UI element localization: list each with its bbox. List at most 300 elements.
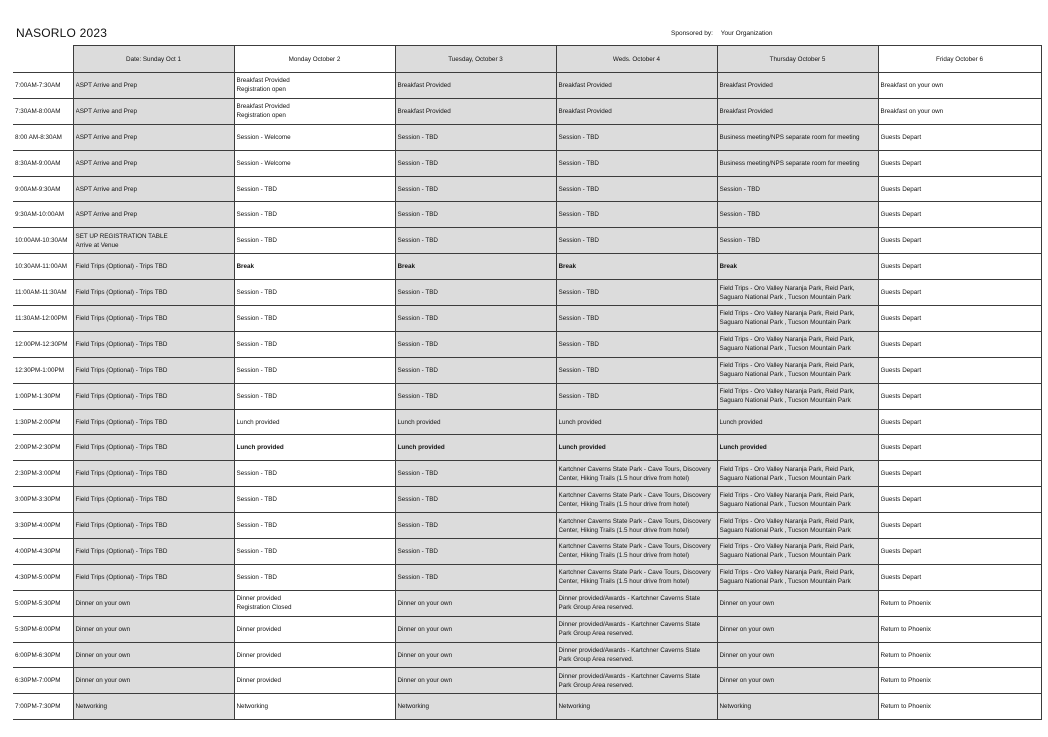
schedule-cell bbox=[556, 150, 717, 176]
cell-text: Field Trips - Oro Valley Naranja Park, Reid Park, Saguaro National Park , Tucson Mountain Park bbox=[719, 362, 855, 379]
schedule-cell bbox=[717, 694, 878, 720]
table-row bbox=[13, 73, 1041, 99]
cell-text: Session - TBD bbox=[236, 366, 277, 374]
table-row bbox=[13, 435, 1041, 461]
schedule-cell bbox=[556, 590, 717, 616]
schedule-cell bbox=[73, 124, 234, 150]
time-slot: 8:30AM-9:00AM bbox=[13, 150, 73, 176]
schedule-cell bbox=[878, 383, 1041, 409]
cell-text: Break bbox=[719, 263, 738, 271]
schedule-cell bbox=[234, 513, 395, 539]
cell-text: Session - TBD bbox=[397, 522, 438, 530]
schedule-cell bbox=[234, 539, 395, 565]
cell-text: Dinner provided bbox=[236, 651, 281, 659]
schedule-cell bbox=[878, 487, 1041, 513]
schedule-cell bbox=[395, 383, 556, 409]
schedule-cell bbox=[395, 435, 556, 461]
cell-text: Guests Depart bbox=[880, 470, 922, 478]
cell-text: Session - TBD bbox=[236, 340, 277, 348]
cell-text: Lunch provided bbox=[397, 418, 441, 426]
table-row bbox=[13, 150, 1041, 176]
header-sunday: Date: Sunday Oct 1 bbox=[73, 46, 234, 73]
schedule-cell bbox=[395, 124, 556, 150]
cell-text: Session - Welcome bbox=[236, 159, 291, 167]
cell-text: Guests Depart bbox=[880, 392, 922, 400]
time-slot: 7:00PM-7:30PM bbox=[13, 694, 73, 720]
time-slot: 4:30PM-5:00PM bbox=[13, 564, 73, 590]
time-slot: 6:00PM-6:30PM bbox=[13, 642, 73, 668]
cell-text: Lunch provided bbox=[719, 418, 763, 426]
cell-text: Session - TBD bbox=[397, 314, 438, 322]
cell-text: Field Trips (Optional) - Trips TBD bbox=[75, 573, 168, 581]
time-slot: 11:00AM-11:30AM bbox=[13, 280, 73, 306]
cell-text: ASPT Arrive and Prep bbox=[75, 133, 137, 141]
cell-text: Field Trips (Optional) - Trips TBD bbox=[75, 470, 168, 478]
schedule-cell bbox=[73, 254, 234, 280]
schedule-cell bbox=[73, 331, 234, 357]
schedule-cell bbox=[717, 383, 878, 409]
schedule-cell bbox=[73, 73, 234, 99]
schedule-cell bbox=[556, 487, 717, 513]
schedule-cell bbox=[717, 124, 878, 150]
table-row bbox=[13, 513, 1041, 539]
cell-text: Field Trips - Oro Valley Naranja Park, Reid Park, Saguaro National Park , Tucson Mountain Park bbox=[719, 465, 855, 482]
schedule-cell bbox=[717, 357, 878, 383]
schedule-cell bbox=[878, 73, 1041, 99]
cell-text: Session - Welcome bbox=[236, 133, 291, 141]
time-slot: 4:00PM-4:30PM bbox=[13, 539, 73, 565]
cell-text: Break bbox=[236, 263, 255, 271]
schedule-cell bbox=[395, 668, 556, 694]
cell-text: Lunch provided bbox=[236, 444, 284, 452]
table-row bbox=[13, 280, 1041, 306]
cell-text: Session - TBD bbox=[397, 133, 438, 141]
cell-text: Session - TBD bbox=[558, 289, 599, 297]
cell-text: Networking bbox=[719, 703, 751, 711]
cell-text: Breakfast Provided bbox=[719, 107, 773, 115]
cell-text: Field Trips - Oro Valley Naranja Park, Reid Park, Saguaro National Park , Tucson Mountain Park bbox=[719, 517, 855, 534]
table-row bbox=[13, 564, 1041, 590]
cell-text: Lunch provided bbox=[558, 444, 606, 452]
schedule-cell bbox=[556, 616, 717, 642]
schedule-cell bbox=[395, 98, 556, 124]
header-thursday: Thursday October 5 bbox=[717, 46, 878, 73]
header-corner bbox=[13, 46, 73, 73]
cell-text: Lunch provided bbox=[719, 444, 767, 452]
cell-text: Session - TBD bbox=[558, 159, 599, 167]
schedule-cell bbox=[73, 202, 234, 228]
schedule-cell bbox=[878, 202, 1041, 228]
cell-text: Kartchner Caverns State Park - Cave Tours, Discovery Center, Hiking Trails (1.5 hour drive from hotel) bbox=[558, 465, 711, 482]
schedule-cell bbox=[234, 202, 395, 228]
schedule-body bbox=[13, 73, 1041, 720]
sponsor-label: Sponsored by: bbox=[671, 30, 713, 37]
schedule-cell bbox=[717, 668, 878, 694]
cell-text: Dinner on your own bbox=[397, 651, 453, 659]
time-slot: 9:00AM-9:30AM bbox=[13, 176, 73, 202]
cell-text: Guests Depart bbox=[880, 444, 922, 452]
cell-text: Session - TBD bbox=[236, 289, 277, 297]
table-row bbox=[13, 590, 1041, 616]
schedule-cell bbox=[717, 228, 878, 254]
schedule-cell bbox=[556, 331, 717, 357]
schedule-cell bbox=[878, 616, 1041, 642]
schedule-cell bbox=[395, 513, 556, 539]
schedule-cell bbox=[395, 694, 556, 720]
cell-text: Session - TBD bbox=[236, 211, 277, 219]
schedule-cell bbox=[395, 228, 556, 254]
header-row bbox=[13, 46, 1041, 73]
table-row bbox=[13, 357, 1041, 383]
cell-text: Session - TBD bbox=[236, 392, 277, 400]
schedule-cell bbox=[878, 539, 1041, 565]
cell-text: Session - TBD bbox=[397, 159, 438, 167]
table-row bbox=[13, 176, 1041, 202]
schedule-cell bbox=[878, 357, 1041, 383]
cell-text: Breakfast Provided bbox=[397, 81, 451, 89]
cell-text: Field Trips (Optional) - Trips TBD bbox=[75, 418, 168, 426]
schedule-cell bbox=[234, 564, 395, 590]
cell-text: Field Trips (Optional) - Trips TBD bbox=[75, 392, 168, 400]
cell-text: Dinner provided bbox=[236, 677, 281, 685]
schedule-cell bbox=[717, 176, 878, 202]
table-row bbox=[13, 487, 1041, 513]
cell-text: Dinner on your own bbox=[397, 625, 453, 633]
schedule-cell bbox=[878, 98, 1041, 124]
cell-text: ASPT Arrive and Prep bbox=[75, 211, 137, 219]
schedule-cell bbox=[234, 668, 395, 694]
schedule-cell bbox=[73, 409, 234, 435]
schedule-cell bbox=[878, 513, 1041, 539]
cell-text: Networking bbox=[558, 703, 590, 711]
time-slot: 11:30AM-12:00PM bbox=[13, 306, 73, 332]
cell-text: Dinner provided/Awards - Kartchner Caverns State Park Group Area reserved. bbox=[558, 672, 701, 689]
cell-text: Return to Phoenix bbox=[880, 651, 931, 659]
time-slot: 7:30AM-8:00AM bbox=[13, 98, 73, 124]
cell-text: Guests Depart bbox=[880, 314, 922, 322]
schedule-cell bbox=[717, 331, 878, 357]
cell-text: Breakfast on your own bbox=[880, 81, 944, 89]
cell-text: Dinner provided/Awards - Kartchner Caverns State Park Group Area reserved. bbox=[558, 621, 701, 638]
cell-text: Dinner on your own bbox=[719, 651, 775, 659]
cell-text: SET UP REGISTRATION TABLE Arrive at Venue bbox=[75, 232, 168, 249]
cell-text: Return to Phoenix bbox=[880, 625, 931, 633]
schedule-cell bbox=[234, 150, 395, 176]
cell-text: Kartchner Caverns State Park - Cave Tours, Discovery Center, Hiking Trails (1.5 hour drive from hotel) bbox=[558, 517, 711, 534]
cell-text: Session - TBD bbox=[236, 314, 277, 322]
cell-text: Session - TBD bbox=[719, 211, 760, 219]
schedule-cell bbox=[73, 228, 234, 254]
schedule-cell bbox=[234, 357, 395, 383]
schedule-cell bbox=[878, 409, 1041, 435]
cell-text: ASPT Arrive and Prep bbox=[75, 159, 137, 167]
schedule-cell bbox=[556, 513, 717, 539]
cell-text: Guests Depart bbox=[880, 263, 922, 271]
schedule-cell bbox=[878, 124, 1041, 150]
table-row bbox=[13, 461, 1041, 487]
time-slot: 6:30PM-7:00PM bbox=[13, 668, 73, 694]
schedule-cell bbox=[556, 280, 717, 306]
schedule-cell bbox=[73, 461, 234, 487]
schedule-cell bbox=[73, 487, 234, 513]
table-row bbox=[13, 98, 1041, 124]
schedule-cell bbox=[556, 306, 717, 332]
schedule-cell bbox=[234, 590, 395, 616]
cell-text: Session - TBD bbox=[558, 237, 599, 245]
cell-text: Guests Depart bbox=[880, 366, 922, 374]
schedule-cell bbox=[878, 694, 1041, 720]
cell-text: Guests Depart bbox=[880, 133, 922, 141]
sponsor-org: Your Organization bbox=[720, 30, 773, 37]
cell-text: Dinner provided/Awards - Kartchner Caverns State Park Group Area reserved. bbox=[558, 647, 701, 664]
schedule-cell bbox=[395, 331, 556, 357]
schedule-cell bbox=[878, 228, 1041, 254]
schedule-cell bbox=[556, 357, 717, 383]
time-slot: 9:30AM-10:00AM bbox=[13, 202, 73, 228]
cell-text: Session - TBD bbox=[397, 470, 438, 478]
cell-text: Session - TBD bbox=[236, 522, 277, 530]
schedule-cell bbox=[556, 124, 717, 150]
schedule-cell bbox=[717, 435, 878, 461]
schedule-cell bbox=[234, 73, 395, 99]
schedule-cell bbox=[878, 176, 1041, 202]
cell-text: Break bbox=[558, 263, 577, 271]
schedule-cell bbox=[717, 616, 878, 642]
cell-text: Lunch provided bbox=[397, 444, 445, 452]
cell-text: Field Trips (Optional) - Trips TBD bbox=[75, 547, 168, 555]
schedule-cell bbox=[556, 642, 717, 668]
schedule-cell bbox=[395, 409, 556, 435]
schedule-cell bbox=[717, 590, 878, 616]
schedule-cell bbox=[878, 668, 1041, 694]
cell-text: Field Trips - Oro Valley Naranja Park, Reid Park, Saguaro National Park , Tucson Mountain Park bbox=[719, 388, 855, 405]
cell-text: Field Trips (Optional) - Trips TBD bbox=[75, 522, 168, 530]
header-tuesday: Tuesday, October 3 bbox=[395, 46, 556, 73]
table-row bbox=[13, 694, 1041, 720]
cell-text: Session - TBD bbox=[719, 237, 760, 245]
schedule-cell bbox=[73, 98, 234, 124]
schedule-cell bbox=[234, 642, 395, 668]
schedule-table bbox=[13, 45, 1042, 720]
schedule-cell bbox=[395, 280, 556, 306]
cell-text: Guests Depart bbox=[880, 289, 922, 297]
schedule-cell bbox=[395, 150, 556, 176]
cell-text: Guests Depart bbox=[880, 340, 922, 348]
cell-text: Dinner on your own bbox=[719, 599, 775, 607]
sponsor-line bbox=[671, 30, 773, 37]
schedule-cell bbox=[878, 435, 1041, 461]
cell-text: Session - TBD bbox=[558, 185, 599, 193]
schedule-cell bbox=[556, 435, 717, 461]
cell-text: Dinner on your own bbox=[75, 651, 131, 659]
schedule-cell bbox=[878, 331, 1041, 357]
cell-text: Session - TBD bbox=[397, 496, 438, 504]
cell-text: Guests Depart bbox=[880, 573, 922, 581]
schedule-cell bbox=[717, 539, 878, 565]
cell-text: Session - TBD bbox=[558, 392, 599, 400]
cell-text: Guests Depart bbox=[880, 211, 922, 219]
schedule-cell bbox=[395, 202, 556, 228]
cell-text: Field Trips - Oro Valley Naranja Park, Reid Park, Saguaro National Park , Tucson Mountain Park bbox=[719, 284, 855, 301]
schedule-cell bbox=[73, 616, 234, 642]
cell-text: Dinner provided Registration Closed bbox=[236, 595, 292, 612]
cell-text: Session - TBD bbox=[397, 185, 438, 193]
schedule-cell bbox=[556, 202, 717, 228]
schedule-cell bbox=[395, 254, 556, 280]
time-slot: 5:00PM-5:30PM bbox=[13, 590, 73, 616]
cell-text: ASPT Arrive and Prep bbox=[75, 107, 137, 115]
schedule-cell bbox=[556, 461, 717, 487]
schedule-cell bbox=[717, 98, 878, 124]
cell-text: Field Trips (Optional) - Trips TBD bbox=[75, 496, 168, 504]
cell-text: Session - TBD bbox=[397, 211, 438, 219]
cell-text: Field Trips - Oro Valley Naranja Park, Reid Park, Saguaro National Park , Tucson Mountain Park bbox=[719, 310, 855, 327]
time-slot: 8:00 AM-8:30AM bbox=[13, 124, 73, 150]
cell-text: Guests Depart bbox=[880, 159, 922, 167]
schedule-cell bbox=[234, 98, 395, 124]
time-slot: 12:30PM-1:00PM bbox=[13, 357, 73, 383]
schedule-cell bbox=[73, 694, 234, 720]
schedule-cell bbox=[234, 461, 395, 487]
cell-text: Break bbox=[397, 263, 416, 271]
time-slot: 10:00AM-10:30AM bbox=[13, 228, 73, 254]
schedule-cell bbox=[878, 150, 1041, 176]
cell-text: Kartchner Caverns State Park - Cave Tours, Discovery Center, Hiking Trails (1.5 hour drive from hotel) bbox=[558, 543, 711, 560]
header-wednesday: Weds. October 4 bbox=[556, 46, 717, 73]
schedule-cell bbox=[73, 513, 234, 539]
cell-text: Guests Depart bbox=[880, 522, 922, 530]
cell-text: Session - TBD bbox=[236, 237, 277, 245]
cell-text: Breakfast Provided bbox=[397, 107, 451, 115]
cell-text: Session - TBD bbox=[236, 496, 277, 504]
time-slot: 10:30AM-11:00AM bbox=[13, 254, 73, 280]
schedule-cell bbox=[234, 487, 395, 513]
cell-text: Field Trips - Oro Valley Naranja Park, Reid Park, Saguaro National Park , Tucson Mountain Park bbox=[719, 569, 855, 586]
table-row bbox=[13, 383, 1041, 409]
time-slot: 2:00PM-2:30PM bbox=[13, 435, 73, 461]
time-slot: 5:30PM-6:00PM bbox=[13, 616, 73, 642]
table-row bbox=[13, 409, 1041, 435]
cell-text: Session - TBD bbox=[558, 340, 599, 348]
header-monday: Monday October 2 bbox=[234, 46, 395, 73]
schedule-cell bbox=[73, 539, 234, 565]
schedule-cell bbox=[234, 176, 395, 202]
schedule-cell bbox=[717, 73, 878, 99]
schedule-cell bbox=[234, 616, 395, 642]
schedule-cell bbox=[234, 435, 395, 461]
time-slot: 12:00PM-12:30PM bbox=[13, 331, 73, 357]
schedule-cell bbox=[878, 254, 1041, 280]
schedule-cell bbox=[556, 176, 717, 202]
schedule-cell bbox=[234, 409, 395, 435]
schedule-cell bbox=[556, 564, 717, 590]
cell-text: Guests Depart bbox=[880, 237, 922, 245]
cell-text: Networking bbox=[397, 703, 429, 711]
schedule-cell bbox=[717, 254, 878, 280]
cell-text: Field Trips (Optional) - Trips TBD bbox=[75, 263, 168, 271]
cell-text: Session - TBD bbox=[397, 392, 438, 400]
cell-text: Breakfast Provided bbox=[719, 81, 773, 89]
cell-text: Field Trips - Oro Valley Naranja Park, Reid Park, Saguaro National Park , Tucson Mountain Park bbox=[719, 543, 855, 560]
cell-text: ASPT Arrive and Prep bbox=[75, 185, 137, 193]
table-row bbox=[13, 539, 1041, 565]
cell-text: Breakfast Provided Registration open bbox=[236, 103, 290, 120]
schedule-cell bbox=[717, 487, 878, 513]
schedule-cell bbox=[234, 254, 395, 280]
cell-text: Session - TBD bbox=[558, 314, 599, 322]
table-row bbox=[13, 306, 1041, 332]
schedule-cell bbox=[73, 176, 234, 202]
cell-text: Session - TBD bbox=[236, 573, 277, 581]
cell-text: Guests Depart bbox=[880, 547, 922, 555]
schedule-cell bbox=[234, 280, 395, 306]
cell-text: Dinner on your own bbox=[75, 599, 131, 607]
cell-text: Networking bbox=[75, 703, 107, 711]
cell-text: Breakfast on your own bbox=[880, 107, 944, 115]
schedule-cell bbox=[878, 461, 1041, 487]
cell-text: Session - TBD bbox=[397, 366, 438, 374]
schedule-cell bbox=[73, 590, 234, 616]
schedule-cell bbox=[73, 435, 234, 461]
schedule-cell bbox=[717, 409, 878, 435]
table-row bbox=[13, 202, 1041, 228]
schedule-cell bbox=[717, 461, 878, 487]
cell-text: Session - TBD bbox=[397, 340, 438, 348]
schedule-cell bbox=[556, 694, 717, 720]
cell-text: Session - TBD bbox=[558, 366, 599, 374]
cell-text: Return to Phoenix bbox=[880, 599, 931, 607]
schedule-cell bbox=[556, 668, 717, 694]
cell-text: Guests Depart bbox=[880, 418, 922, 426]
schedule-cell bbox=[556, 409, 717, 435]
schedule-cell bbox=[234, 124, 395, 150]
cell-text: Networking bbox=[236, 703, 268, 711]
cell-text: Business meeting/NPS separate room for meeting bbox=[719, 159, 860, 167]
schedule-cell bbox=[73, 642, 234, 668]
schedule-cell bbox=[395, 564, 556, 590]
schedule-cell bbox=[234, 306, 395, 332]
cell-text: Session - TBD bbox=[236, 547, 277, 555]
cell-text: Session - TBD bbox=[558, 133, 599, 141]
table-row bbox=[13, 616, 1041, 642]
cell-text: Field Trips (Optional) - Trips TBD bbox=[75, 289, 168, 297]
cell-text: Dinner provided bbox=[236, 625, 281, 633]
schedule-cell bbox=[395, 357, 556, 383]
table-row bbox=[13, 331, 1041, 357]
schedule-cell bbox=[73, 668, 234, 694]
table-row bbox=[13, 254, 1041, 280]
time-slot: 3:30PM-4:00PM bbox=[13, 513, 73, 539]
time-slot: 1:00PM-1:30PM bbox=[13, 383, 73, 409]
cell-text: Field Trips (Optional) - Trips TBD bbox=[75, 314, 168, 322]
cell-text: Breakfast Provided bbox=[558, 107, 612, 115]
time-slot: 2:30PM-3:00PM bbox=[13, 461, 73, 487]
schedule-cell bbox=[878, 564, 1041, 590]
schedule-cell bbox=[73, 280, 234, 306]
schedule-cell bbox=[73, 306, 234, 332]
cell-text: Dinner on your own bbox=[75, 625, 131, 633]
schedule-cell bbox=[395, 616, 556, 642]
cell-text: Field Trips (Optional) - Trips TBD bbox=[75, 366, 168, 374]
cell-text: Session - TBD bbox=[397, 573, 438, 581]
cell-text: Breakfast Provided bbox=[558, 81, 612, 89]
cell-text: Dinner on your own bbox=[397, 599, 453, 607]
cell-text: Session - TBD bbox=[236, 185, 277, 193]
table-row bbox=[13, 642, 1041, 668]
cell-text: Session - TBD bbox=[397, 289, 438, 297]
schedule-cell bbox=[234, 694, 395, 720]
cell-text: Dinner on your own bbox=[719, 677, 775, 685]
